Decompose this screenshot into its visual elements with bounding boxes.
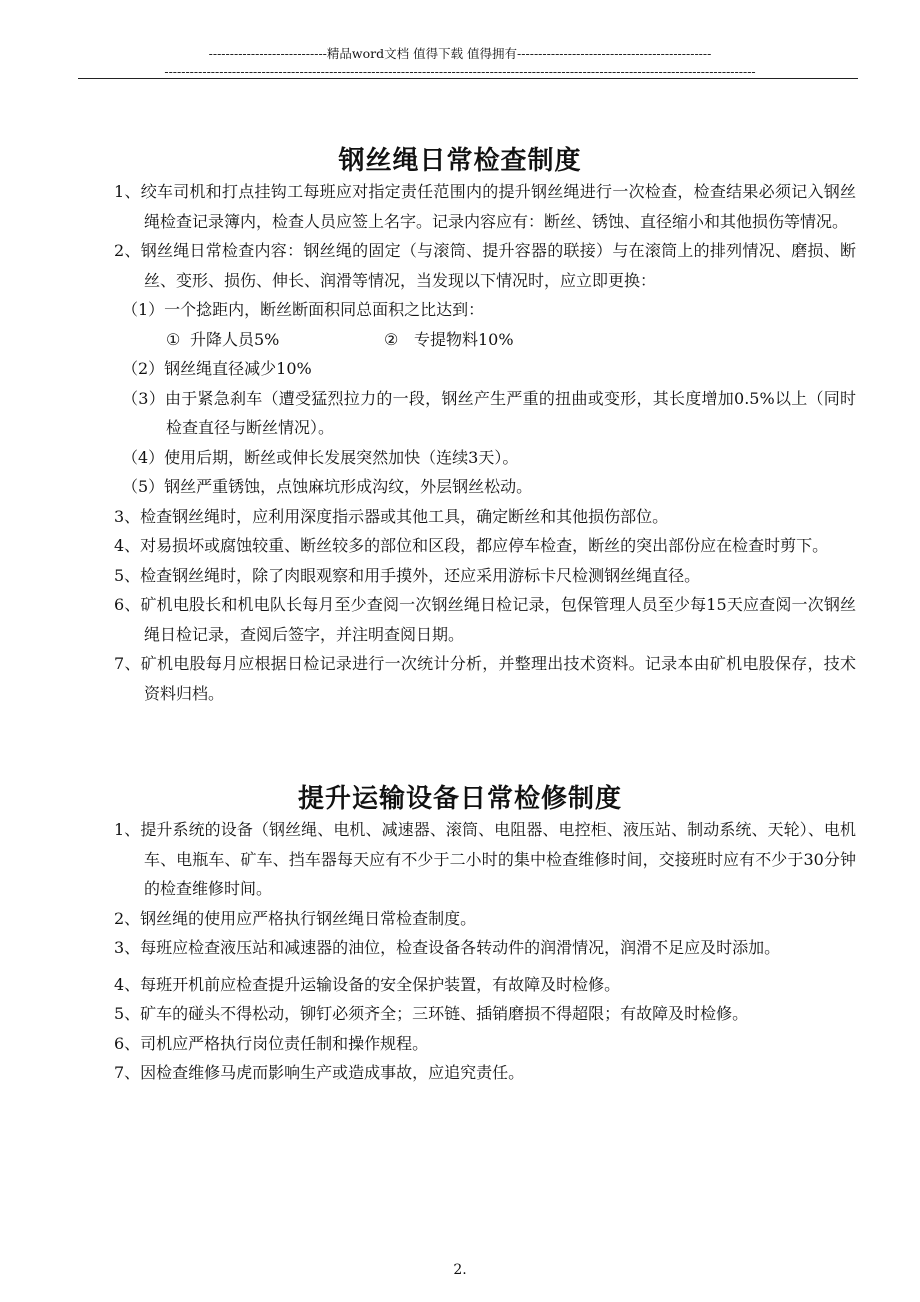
- section2-item-4: 4、每班开机前应检查提升运输设备的安全保护装置，有故障及时检修。: [114, 974, 621, 994]
- choice-marker-1: ①: [166, 329, 181, 349]
- header-rule: [78, 78, 858, 79]
- choice-value-1: 升降人员5%: [190, 329, 280, 349]
- section1-item-1: 1、绞车司机和打点挂钩工每班应对指定责任范围内的提升钢丝绳进行一次检查，检查结果必须记入钢丝绳检查记录簿内，检查人员应签上名字。记录内容应有：断丝、锈蚀、直径缩小和其他损伤等情况。: [114, 182, 856, 231]
- choice-value-2: 专提物料10%: [414, 329, 514, 349]
- section2-item-5: 5、矿车的碰头不得松动，铆钉必须齐全；三环链、插销磨损不得超限；有故障及时检修。: [114, 1004, 749, 1023]
- section2-item-7: 7、因检查维修马虎而影响生产或造成事故，应追究责任。: [114, 1063, 525, 1082]
- section1-title: 钢丝绳日常检查制度: [338, 146, 582, 176]
- page-number: 2.: [453, 1262, 467, 1278]
- section1-sub-4: （4）使用后期，断丝或伸长发展突然加快（连续3天）。: [122, 447, 519, 467]
- section2-body: [114, 815, 856, 1088]
- section1-sub-5: （5）钢丝严重锈蚀，点蚀麻坑形成沟纹，外层钢丝松动。: [122, 477, 533, 496]
- section1-item-6: 6、矿机电股长和机电队长每月至少查阅一次钢丝绳日检记录，包保管理人员至少每15天应查阅一次钢丝绳日检记录，查阅后签字，并注明查阅日期。: [114, 595, 856, 644]
- section1-sub-3: （3）由于紧急刹车（遭受猛烈拉力的一段，钢丝产生严重的扭曲或变形，其长度增加0.5%以上（同时检查直径与断丝情况）。: [122, 388, 856, 437]
- section1-sub-2: （2）钢丝绳直径减少10%: [122, 359, 312, 378]
- section1-sub-1-choices: [114, 325, 856, 355]
- section1-item-2: 2、钢丝绳日常检查内容：钢丝绳的固定（与滚筒、提升容器的联接）与在滚筒上的排列情况、磨损、断丝、变形、损伤、伸长、润滑等情况，当发现以下情况时，应立即更换：: [114, 241, 856, 290]
- choice-marker-2: ②: [384, 329, 399, 349]
- section2-item-1: 1、提升系统的设备（钢丝绳、电机、减速器、滚筒、电阻器、电控柜、液压站、制动系统、天轮）、电机车、电瓶车、矿车、挡车器每天应有不少于二小时的集中检查维修时间，交接班时应有不少于30分钟的检查维修时间。: [114, 820, 856, 898]
- section2-item-2: 2、钢丝绳的使用应严格执行钢丝绳日常检查制度。: [114, 908, 477, 928]
- section1-sub-1: （1）一个捻距内，断丝断面积同总面积之比达到：: [122, 300, 485, 319]
- spacer: [114, 963, 856, 970]
- section1-body: [114, 177, 856, 708]
- section2-item-6: 6、司机应严格执行岗位责任制和操作规程。: [114, 1033, 429, 1053]
- header-dash-line: --------------------------------------------------------------------------------------------------------------------------------------------: [164, 64, 756, 79]
- section1-item-4: 4、对易损坏或腐蚀较重、断丝较多的部位和区段，都应停车检查，断丝的突出部份应在检查时剪下。: [114, 536, 829, 555]
- section1-item-5: 5、检查钢丝绳时，除了肉眼观察和用手摸外，还应采用游标卡尺检测钢丝绳直径。: [114, 565, 701, 585]
- header-banner: ----------------------------精品word文档 值得下载 值得拥有----------------------------------------------: [208, 46, 712, 61]
- section2-item-3: 3、每班应检查液压站和减速器的油位，检查设备各转动件的润滑情况，润滑不足应及时添加。: [114, 938, 781, 957]
- section1-item-3: 3、检查钢丝绳时，应利用深度指示器或其他工具，确定断丝和其他损伤部位。: [114, 506, 669, 526]
- section1-item-7: 7、矿机电股每月应根据日检记录进行一次统计分析，并整理出技术资料。记录本由矿机电股保存，技术资料归档。: [114, 654, 856, 703]
- section2-title: 提升运输设备日常检修制度: [297, 784, 622, 814]
